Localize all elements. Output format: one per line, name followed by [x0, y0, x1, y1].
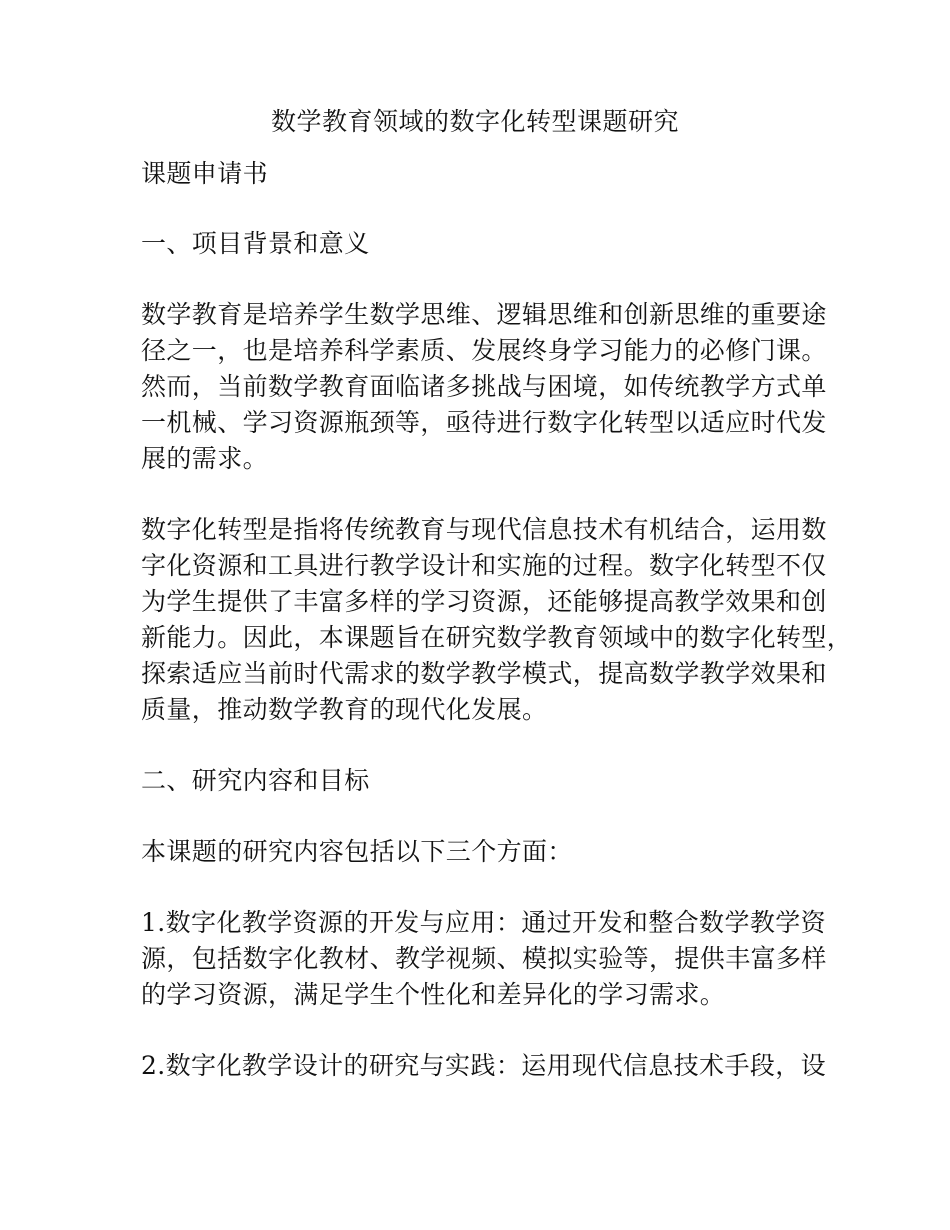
paragraph-line: 然而，当前数学教育面临诸多挑战与困境，如传统教学方式单: [141, 372, 827, 401]
paragraph-line: 数学教育是培养学生数学思维、逻辑思维和创新思维的重要途: [141, 300, 827, 329]
paragraph-line: 新能力。因此，本课题旨在研究数学教育领域中的数字化转型，: [141, 623, 853, 652]
list-item-line: 2.数字化教学设计的研究与实践：运用现代信息技术手段，设: [141, 1051, 827, 1080]
document-subtitle: 课题申请书: [141, 159, 269, 188]
document-title: 数学教育领域的数字化转型课题研究: [270, 107, 679, 136]
section-heading-research-content: 二、研究内容和目标: [141, 766, 370, 795]
paragraph-intro: 本课题的研究内容包括以下三个方面：: [141, 837, 573, 866]
paragraph-line: 径之一，也是培养科学素质、发展终身学习能力的必修门课。: [141, 336, 827, 365]
paragraph-line: 质量，推动数学教育的现代化发展。: [141, 695, 548, 724]
paragraph-line: 为学生提供了丰富多样的学习资源，还能够提高教学效果和创: [141, 587, 827, 616]
section-heading-background: 一、项目背景和意义: [141, 229, 370, 258]
paragraph-line: 字化资源和工具进行教学设计和实施的过程。数字化转型不仅: [141, 551, 827, 580]
list-item-line: 源，包括数字化教材、教学视频、模拟实验等，提供丰富多样: [141, 944, 827, 973]
paragraph-line: 展的需求。: [141, 444, 269, 473]
list-item-line: 1.数字化教学资源的开发与应用：通过开发和整合数学教学资: [141, 908, 827, 937]
paragraph-line: 探索适应当前时代需求的数学教学模式，提高数学教学效果和: [141, 659, 827, 688]
list-item-line: 的学习资源，满足学生个性化和差异化的学习需求。: [141, 980, 726, 1009]
paragraph-line: 数字化转型是指将传统教育与现代信息技术有机结合，运用数: [141, 515, 827, 544]
paragraph-line: 一机械、学习资源瓶颈等，亟待进行数字化转型以适应时代发: [141, 408, 827, 437]
